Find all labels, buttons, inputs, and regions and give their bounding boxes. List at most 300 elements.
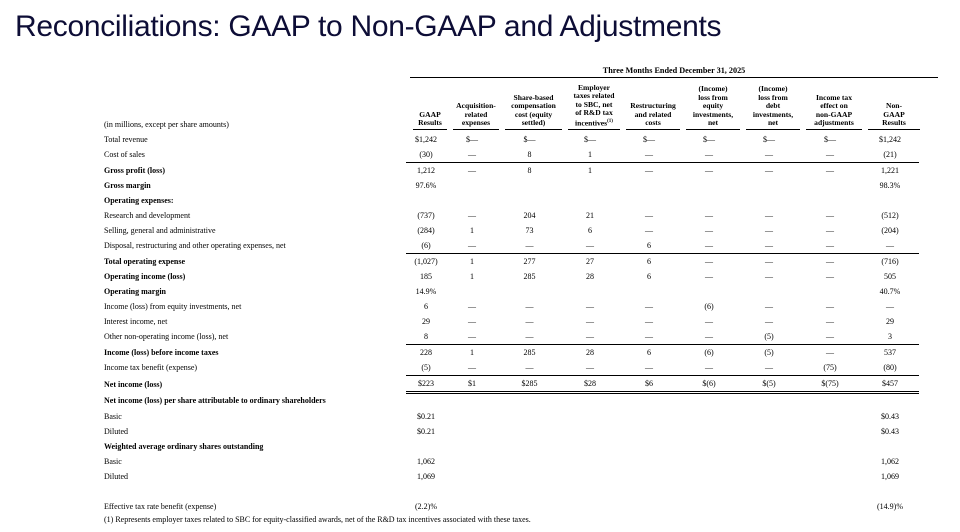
table-row	[102, 269, 919, 284]
column-header	[626, 82, 680, 130]
table-cell: —	[468, 166, 476, 175]
column-header-line: taxes related	[573, 91, 615, 101]
table-row	[102, 484, 919, 499]
column-header-line: Restructuring	[630, 101, 676, 111]
table-cell	[619, 409, 679, 424]
table-cell: $—	[523, 135, 536, 144]
table-cell: —	[799, 238, 861, 254]
row-label: Diluted	[104, 472, 128, 481]
row-label: Net income (loss)	[104, 379, 163, 389]
table-row	[102, 178, 919, 193]
table-cell: (5)	[764, 348, 774, 357]
column-header-line: costs	[645, 118, 661, 128]
row-label: Basic	[104, 457, 122, 466]
table-cell: 505	[884, 272, 896, 281]
table-cell: —	[619, 360, 679, 376]
table-cell: (6)	[704, 302, 714, 311]
table-cell	[739, 393, 799, 410]
reconciliation-table	[102, 132, 919, 514]
table-cell: $0.43	[881, 427, 899, 436]
table-cell	[739, 409, 799, 424]
column-header	[686, 82, 740, 130]
row-label: Total operating expense	[104, 256, 186, 266]
table-cell: —	[525, 317, 534, 326]
table-cell	[619, 178, 679, 193]
table-cell	[619, 439, 679, 454]
table-cell	[561, 439, 619, 454]
table-cell	[679, 409, 739, 424]
page-title: Reconciliations: GAAP to Non-GAAP and Adjustments	[15, 10, 722, 43]
table-row	[102, 314, 919, 329]
table-cell	[619, 484, 679, 499]
table-cell: —	[679, 147, 739, 163]
table-cell: (6)	[406, 238, 446, 254]
table-cell	[446, 499, 498, 514]
table-cell	[739, 424, 799, 439]
column-header-line: Acquisition-	[456, 101, 496, 111]
column-header	[746, 82, 800, 130]
footnote: (1) Represents employer taxes related to SBC for equity-classified awards, net of the R&D tax incentives associated with these taxes.	[104, 515, 531, 524]
table-cell: $—	[466, 135, 478, 144]
table-cell: $0.21	[417, 412, 435, 421]
table-cell: 1	[470, 257, 474, 266]
table-cell: —	[619, 329, 679, 345]
table-cell: 14.9%	[415, 287, 437, 296]
column-header-line: Results	[418, 118, 442, 128]
row-label	[102, 484, 406, 499]
column-header	[568, 82, 620, 130]
table-cell: —	[826, 348, 834, 357]
row-label: Basic	[104, 412, 122, 421]
table-cell	[739, 469, 799, 484]
table-cell: —	[705, 211, 713, 220]
table-cell: 1,062	[881, 457, 899, 466]
table-cell	[446, 284, 498, 299]
table-cell	[446, 193, 498, 208]
table-cell	[561, 469, 619, 484]
table-cell: $1	[446, 376, 498, 393]
column-header-line: Share-based	[513, 92, 554, 102]
column-header-line: loss from	[698, 92, 728, 102]
table-cell: 1,212	[417, 166, 435, 175]
column-header-line: incentives$^{(1)}$	[575, 118, 613, 128]
table-cell: —	[705, 257, 713, 266]
column-header-line: equity	[702, 101, 724, 111]
table-cell: —	[468, 302, 476, 311]
table-row	[102, 424, 919, 439]
table-cell: —	[765, 257, 773, 266]
table-cell: 3	[861, 329, 919, 345]
table-cell	[498, 284, 561, 299]
row-label: Interest income, net	[104, 317, 168, 326]
table-cell	[498, 193, 561, 208]
table-cell: $28	[561, 376, 619, 393]
table-cell: —	[826, 257, 834, 266]
row-label: Gross margin	[104, 181, 151, 190]
row-label: Income (loss) before income taxes	[104, 347, 219, 357]
table-cell	[679, 424, 739, 439]
table-cell: $223	[406, 376, 446, 393]
table-cell: —	[645, 317, 653, 326]
table-cell: —	[645, 226, 653, 235]
table-cell: 73	[525, 226, 534, 235]
table-cell	[739, 484, 799, 499]
table-cell: 6	[424, 302, 428, 311]
footnote-marker: (1)	[607, 118, 613, 124]
column-header-line: compensation	[511, 101, 556, 111]
table-cell	[679, 393, 739, 410]
table-cell: —	[468, 211, 476, 220]
table-cell	[799, 484, 861, 499]
table-cell: 28	[586, 272, 594, 281]
table-cell	[446, 484, 498, 499]
table-cell: —	[826, 302, 834, 311]
period-header: Three Months Ended December 31, 2025	[410, 66, 938, 78]
table-cell: —	[765, 302, 773, 311]
column-header	[505, 82, 562, 130]
table-cell: (5)	[739, 329, 799, 345]
table-cell: —	[619, 147, 679, 163]
table-cell: —	[705, 226, 713, 235]
table-row	[102, 360, 919, 376]
table-row	[102, 454, 919, 469]
table-cell	[799, 193, 861, 208]
table-cell: (5)	[406, 360, 446, 376]
column-header	[806, 82, 862, 130]
table-cell: —	[765, 211, 773, 220]
table-cell: (80)	[861, 360, 919, 376]
table-cell	[861, 484, 919, 499]
table-cell: 1,062	[417, 457, 435, 466]
table-cell: 8	[498, 147, 561, 163]
table-cell: —	[765, 166, 773, 175]
table-cell: —	[498, 238, 561, 254]
table-cell: (75)	[799, 360, 861, 376]
column-header-line: cost (equity	[514, 109, 553, 119]
table-cell	[498, 499, 561, 514]
table-cell	[406, 439, 446, 454]
table-row	[102, 208, 919, 223]
table-cell	[446, 409, 498, 424]
table-cell	[799, 499, 861, 514]
table-cell: —	[739, 360, 799, 376]
table-cell	[561, 393, 619, 410]
table-cell: —	[739, 238, 799, 254]
table-cell: —	[679, 238, 739, 254]
row-label: Diluted	[104, 427, 128, 436]
table-cell: —	[826, 317, 834, 326]
table-cell: 29	[422, 317, 430, 326]
table-cell	[406, 484, 446, 499]
column-header	[413, 82, 447, 130]
table-cell	[799, 178, 861, 193]
table-cell	[406, 193, 446, 208]
row-label: Gross profit (loss)	[104, 165, 166, 175]
table-cell	[446, 439, 498, 454]
table-row	[102, 376, 919, 393]
table-cell: $457	[861, 376, 919, 393]
table-cell	[498, 439, 561, 454]
table-cell: $—	[703, 135, 715, 144]
table-cell: 21	[586, 211, 594, 220]
row-label: Income (loss) from equity investments, net	[104, 302, 242, 311]
column-header-line: net	[707, 118, 719, 128]
table-cell: (2.2)%	[415, 502, 437, 511]
table-cell: —	[446, 329, 498, 345]
table-cell	[799, 454, 861, 469]
table-cell: 228	[420, 348, 432, 357]
table-row	[102, 409, 919, 424]
table-cell	[679, 284, 739, 299]
table-cell: —	[799, 147, 861, 163]
column-header-line: related	[464, 109, 488, 119]
table-cell: —	[498, 360, 561, 376]
table-cell	[561, 424, 619, 439]
table-cell	[561, 178, 619, 193]
table-cell: —	[645, 302, 653, 311]
table-cell	[498, 393, 561, 410]
table-cell	[561, 454, 619, 469]
row-label: Effective tax rate benefit (expense)	[104, 502, 217, 511]
row-label: Disposal, restructuring and other operating expenses, net	[104, 241, 286, 251]
table-cell: $(75)	[799, 376, 861, 393]
table-row	[102, 223, 919, 238]
table-row	[102, 163, 919, 179]
table-cell: —	[739, 147, 799, 163]
table-cell: 1	[470, 272, 474, 281]
table-cell	[619, 193, 679, 208]
table-cell: 28	[586, 348, 594, 357]
table-cell: (21)	[861, 147, 919, 163]
column-header-line: Results	[882, 118, 906, 128]
table-cell	[619, 284, 679, 299]
table-cell: $1,242	[879, 135, 901, 144]
table-cell	[619, 499, 679, 514]
column-header-line: GAAP	[419, 109, 441, 119]
table-row	[102, 193, 919, 208]
table-cell: —	[645, 211, 653, 220]
table-cell: 8	[527, 166, 532, 175]
table-cell: $(5)	[739, 376, 799, 393]
table-cell	[446, 424, 498, 439]
table-cell: $0.21	[417, 427, 435, 436]
table-cell	[679, 469, 739, 484]
row-label: Weighted average ordinary shares outstanding	[104, 442, 264, 451]
table-cell	[739, 439, 799, 454]
table-cell	[679, 484, 739, 499]
table-cell: (284)	[417, 226, 435, 235]
table-cell	[739, 193, 799, 208]
column-header	[453, 82, 499, 130]
table-cell	[679, 454, 739, 469]
table-row	[102, 254, 919, 270]
table-cell: —	[765, 226, 773, 235]
table-cell	[498, 469, 561, 484]
column-header-line: of R&D tax	[575, 108, 613, 118]
column-header-line: adjustments	[814, 118, 854, 128]
table-cell	[799, 284, 861, 299]
table-cell	[861, 193, 919, 208]
row-label: Net income (loss) per share attributable to ordinary shareholders	[104, 396, 326, 406]
row-label: Total revenue	[104, 135, 148, 144]
table-cell: 537	[884, 348, 896, 357]
table-cell: $0.43	[881, 412, 899, 421]
table-cell: 185	[420, 272, 432, 281]
table-cell	[561, 484, 619, 499]
table-cell: 6	[588, 226, 592, 235]
table-cell	[799, 393, 861, 410]
table-cell	[679, 439, 739, 454]
table-cell	[799, 469, 861, 484]
table-cell	[739, 499, 799, 514]
table-cell	[799, 439, 861, 454]
table-cell: —	[446, 238, 498, 254]
table-cell	[446, 178, 498, 193]
table-row	[102, 469, 919, 484]
column-header-line: Employer	[577, 82, 611, 92]
row-label: Cost of sales	[104, 150, 145, 160]
table-cell	[739, 178, 799, 193]
table-cell	[498, 454, 561, 469]
column-header-line: and related	[634, 109, 672, 119]
table-cell: (30)	[406, 147, 446, 163]
table-cell	[446, 393, 498, 410]
table-cell: $285	[498, 376, 561, 393]
table-cell: 97.6%	[415, 181, 437, 190]
row-label: Operating margin	[104, 287, 166, 296]
table-cell: —	[645, 166, 653, 175]
table-cell: —	[826, 211, 834, 220]
table-row	[102, 329, 919, 345]
table-cell: $(6)	[679, 376, 739, 393]
column-header-line: to SBC, net	[575, 99, 613, 109]
table-cell: —	[826, 272, 834, 281]
table-cell: 6	[647, 257, 651, 266]
table-row	[102, 393, 919, 410]
table-row	[102, 439, 919, 454]
column-header-line: investments,	[752, 109, 794, 119]
table-cell: (737)	[417, 211, 435, 220]
table-cell	[561, 409, 619, 424]
table-cell	[498, 178, 561, 193]
table-cell: —	[679, 329, 739, 345]
column-header-line: debt	[765, 101, 781, 111]
table-cell: (14.9)%	[877, 502, 903, 511]
row-label: Research and development	[104, 211, 191, 220]
table-cell: —	[826, 226, 834, 235]
table-cell: —	[886, 302, 894, 311]
table-cell: 6	[647, 348, 651, 357]
table-cell: (512)	[881, 211, 899, 220]
table-cell: 1,221	[881, 166, 899, 175]
table-cell: 27	[586, 257, 594, 266]
table-cell	[619, 454, 679, 469]
table-cell: 1	[470, 348, 474, 357]
table-cell: 285	[523, 348, 536, 357]
table-row	[102, 284, 919, 299]
row-label: Operating income (loss)	[104, 272, 186, 281]
column-header-line: settled)	[521, 118, 546, 128]
table-cell	[619, 424, 679, 439]
table-cell: 1	[561, 147, 619, 163]
table-cell	[561, 499, 619, 514]
table-cell: —	[561, 329, 619, 345]
table-row	[102, 299, 919, 314]
table-cell: 1,069	[417, 472, 435, 481]
table-row	[102, 132, 919, 147]
table-cell	[619, 469, 679, 484]
table-cell: —	[586, 302, 594, 311]
table-cell: —	[498, 329, 561, 345]
units-label: (in millions, except per share amounts)	[104, 120, 229, 129]
column-header-line: (Income)	[758, 84, 788, 94]
column-header-line: net	[767, 118, 779, 128]
table-cell: $—	[584, 135, 596, 144]
row-label: Income tax benefit (expense)	[104, 363, 198, 373]
table-cell	[619, 393, 679, 410]
table-cell: (204)	[881, 226, 899, 235]
table-cell: —	[446, 360, 498, 376]
table-cell: 1	[470, 226, 474, 235]
row-label: Operating expenses:	[104, 196, 174, 205]
table-cell: (1,027)	[414, 257, 438, 266]
table-cell: 285	[523, 272, 536, 281]
table-cell	[406, 393, 446, 410]
table-cell: 6	[619, 238, 679, 254]
table-cell: —	[586, 317, 594, 326]
table-cell	[498, 484, 561, 499]
table-cell: $1,242	[415, 135, 437, 144]
table-cell	[446, 454, 498, 469]
table-cell	[679, 193, 739, 208]
table-cell	[861, 393, 919, 410]
table-cell: 204	[523, 211, 536, 220]
table-cell: —	[446, 147, 498, 163]
column-header-line: expenses	[461, 118, 491, 128]
table-cell: —	[468, 317, 476, 326]
column-header-line: Income tax	[815, 92, 853, 102]
table-cell: —	[561, 238, 619, 254]
table-cell: $—	[824, 135, 836, 144]
table-cell	[739, 284, 799, 299]
table-cell: —	[765, 317, 773, 326]
column-header-line: GAAP	[883, 109, 905, 119]
table-cell	[561, 193, 619, 208]
table-cell: 8	[406, 329, 446, 345]
table-cell	[498, 424, 561, 439]
table-cell	[679, 499, 739, 514]
table-cell: —	[826, 166, 834, 175]
column-header-line: investments,	[692, 109, 734, 119]
column-header-line: non-GAAP	[815, 109, 853, 119]
table-cell: —	[861, 238, 919, 254]
column-header	[868, 82, 920, 130]
table-cell	[561, 284, 619, 299]
table-cell: 277	[523, 257, 536, 266]
table-cell	[679, 178, 739, 193]
column-header-line: Non-	[885, 101, 903, 111]
table-cell: 98.3%	[879, 181, 901, 190]
table-cell: —	[679, 360, 739, 376]
table-cell: $—	[763, 135, 775, 144]
table-cell: —	[765, 272, 773, 281]
table-cell: —	[705, 272, 713, 281]
table-cell	[799, 409, 861, 424]
table-cell: (6)	[704, 348, 714, 357]
table-cell: —	[561, 360, 619, 376]
table-row	[102, 345, 919, 361]
table-cell: $6	[619, 376, 679, 393]
